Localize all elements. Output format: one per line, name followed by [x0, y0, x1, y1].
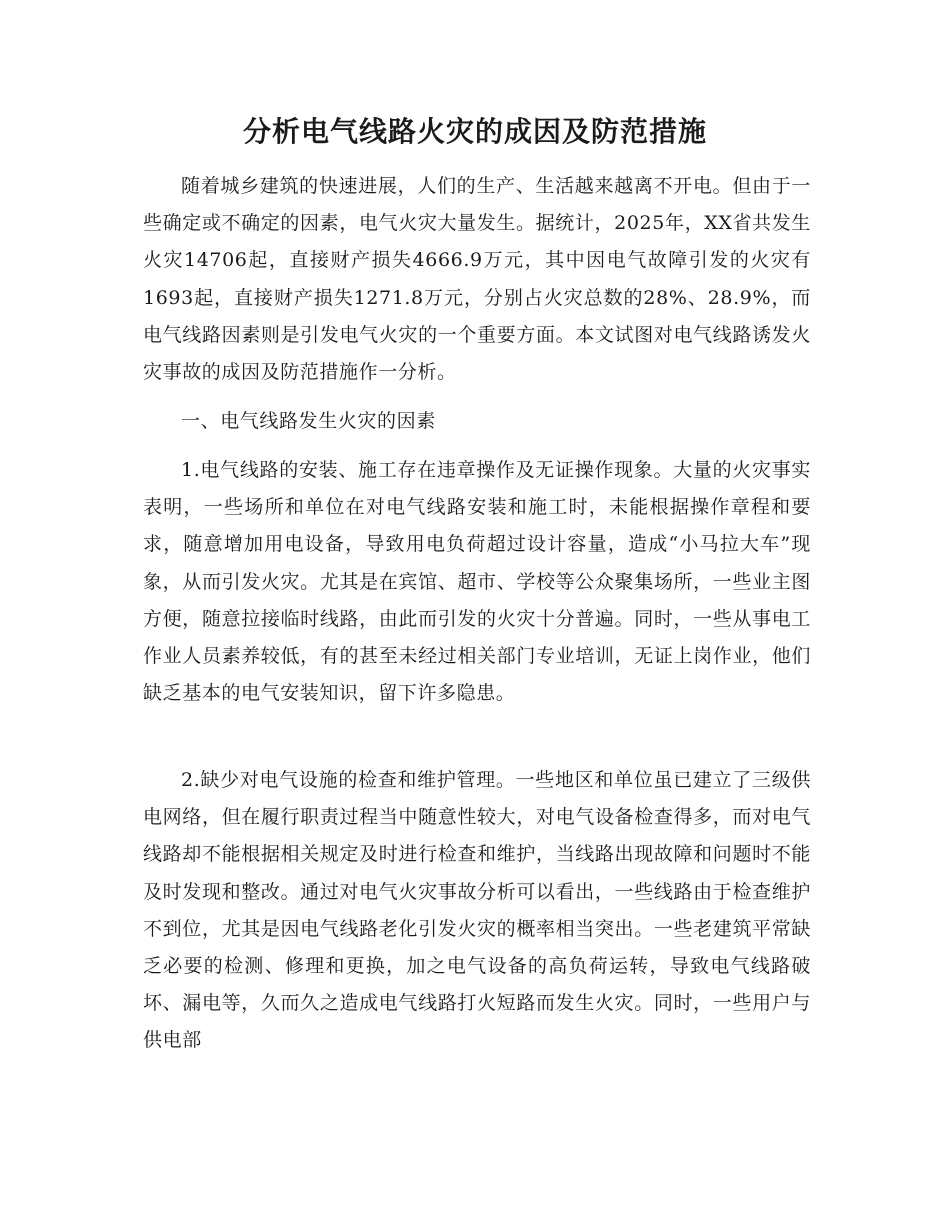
point-2-paragraph: 2.缺少对电气设施的检查和维护管理。一些地区和单位虽已建立了三级供电网络，但在履行职责过程当中随意性较大，对电气设备检查得多，而对电气线路却不能根据相关规定及时进行检查和维护，当线路出现故障和问题时不能及时发现和整改。通过对电气火灾事故分析可以看出，一些线路由于检查维护不到位，尤其是因电气线路老化引发火灾的概率相当突出。一些老建筑平常缺乏必要的检测、修理和更换，加之电气设备的高负荷运转，导致电气线路破坏、漏电等，久而久之造成电气线路打火短路而发生火灾。同时，一些用户与供电部 [143, 769, 811, 1052]
point-1-paragraph: 1.电气线路的安装、施工存在违章操作及无证操作现象。大量的火灾事实表明，一些场所和单位在对电气线路安装和施工时，未能根据操作章程和要求，随意增加用电设备，导致用电负荷超过设计容量，造成“小马拉大车”现象，从而引发火灾。尤其是在宾馆、超市、学校等公众聚集场所，一些业主图方便，随意拉接临时线路，由此而引发的火灾十分普遍。同时，一些从事电工作业人员素养较低，有的甚至未经过相关部门专业培训，无证上岗作业，他们缺乏基本的电气安装知识，留下许多隐患。 [143, 459, 811, 705]
intro-paragraph: 随着城乡建筑的快速进展，人们的生产、生活越来越离不开电。但由于一些确定或不确定的因素，电气火灾大量发生。据统计，2025年，XX省共发生火灾14706起，直接财产损失4666.9万元，其中因电气故障引发的火灾有1693起，直接财产损失1271.8万元，分别占火灾总数的28%、28.9%，而电气线路因素则是引发电气火灾的一个重要方面。本文试图对电气线路诱发火灾事故的成因及防范措施作一分析。 [143, 175, 811, 384]
document-title: 分析电气线路火灾的成因及防范措施 [242, 115, 707, 148]
section-heading: 一、电气线路发生火灾的因素 [181, 410, 436, 432]
